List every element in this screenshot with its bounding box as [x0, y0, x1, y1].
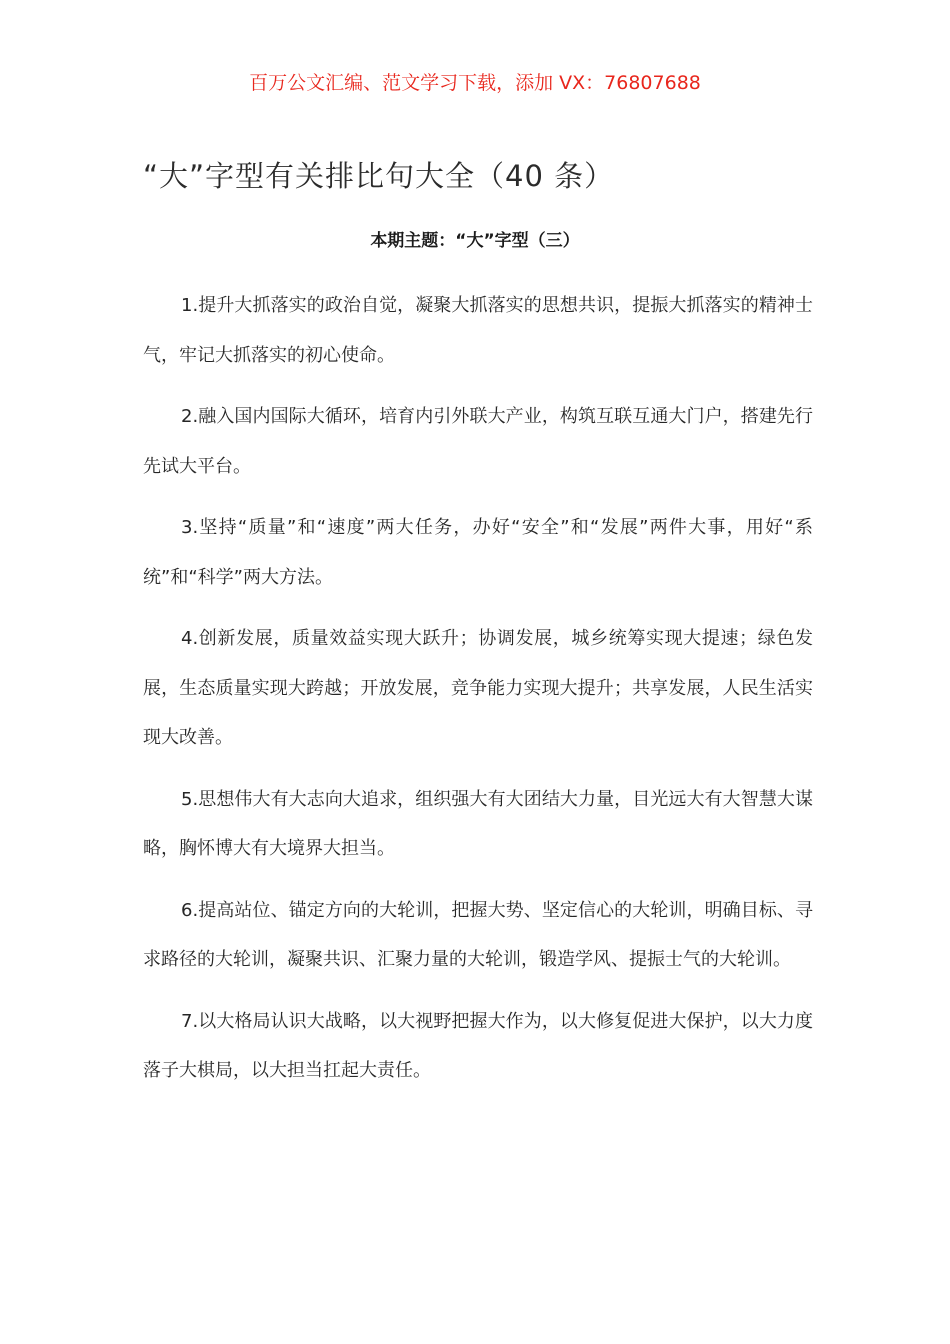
- document-subtitle: 本期主题：“大”字型（三）: [370, 231, 580, 251]
- list-item: 3.坚持“质量”和“速度”两大任务，办好“安全”和“发展”两件大事，用好“系统”和“科学”两大方法。: [143, 517, 813, 588]
- list-item: 7.以大格局认识大战略，以大视野把握大作为，以大修复促进大保护，以大力度落子大棋局，以大担当扛起大责任。: [143, 1010, 813, 1081]
- item-list: [143, 281, 813, 1108]
- header-watermark-note: 百万公文汇编、范文学习下载，添加 VX：76807688: [249, 72, 701, 94]
- list-item: 6.提高站位、锚定方向的大轮训，把握大势、坚定信心的大轮训，明确目标、寻求路径的大轮训，凝聚共识、汇聚力量的大轮训，锻造学风、提振士气的大轮训。: [143, 899, 813, 970]
- document-title: “大”字型有关排比句大全（40 条）: [143, 159, 615, 193]
- list-item: 4.创新发展，质量效益实现大跃升；协调发展，城乡统筹实现大提速；绿色发展，生态质量实现大跨越；开放发展，竞争能力实现大提升；共享发展，人民生活实现大改善。: [143, 628, 813, 748]
- list-item: 1.提升大抓落实的政治自觉，凝聚大抓落实的思想共识，提振大抓落实的精神士气，牢记大抓落实的初心使命。: [143, 295, 813, 366]
- list-item: 2.融入国内国际大循环，培育内引外联大产业，构筑互联互通大门户，搭建先行先试大平台。: [143, 406, 813, 477]
- list-item: 5.思想伟大有大志向大追求，组织强大有大团结大力量，目光远大有大智慧大谋略，胸怀博大有大境界大担当。: [143, 788, 813, 859]
